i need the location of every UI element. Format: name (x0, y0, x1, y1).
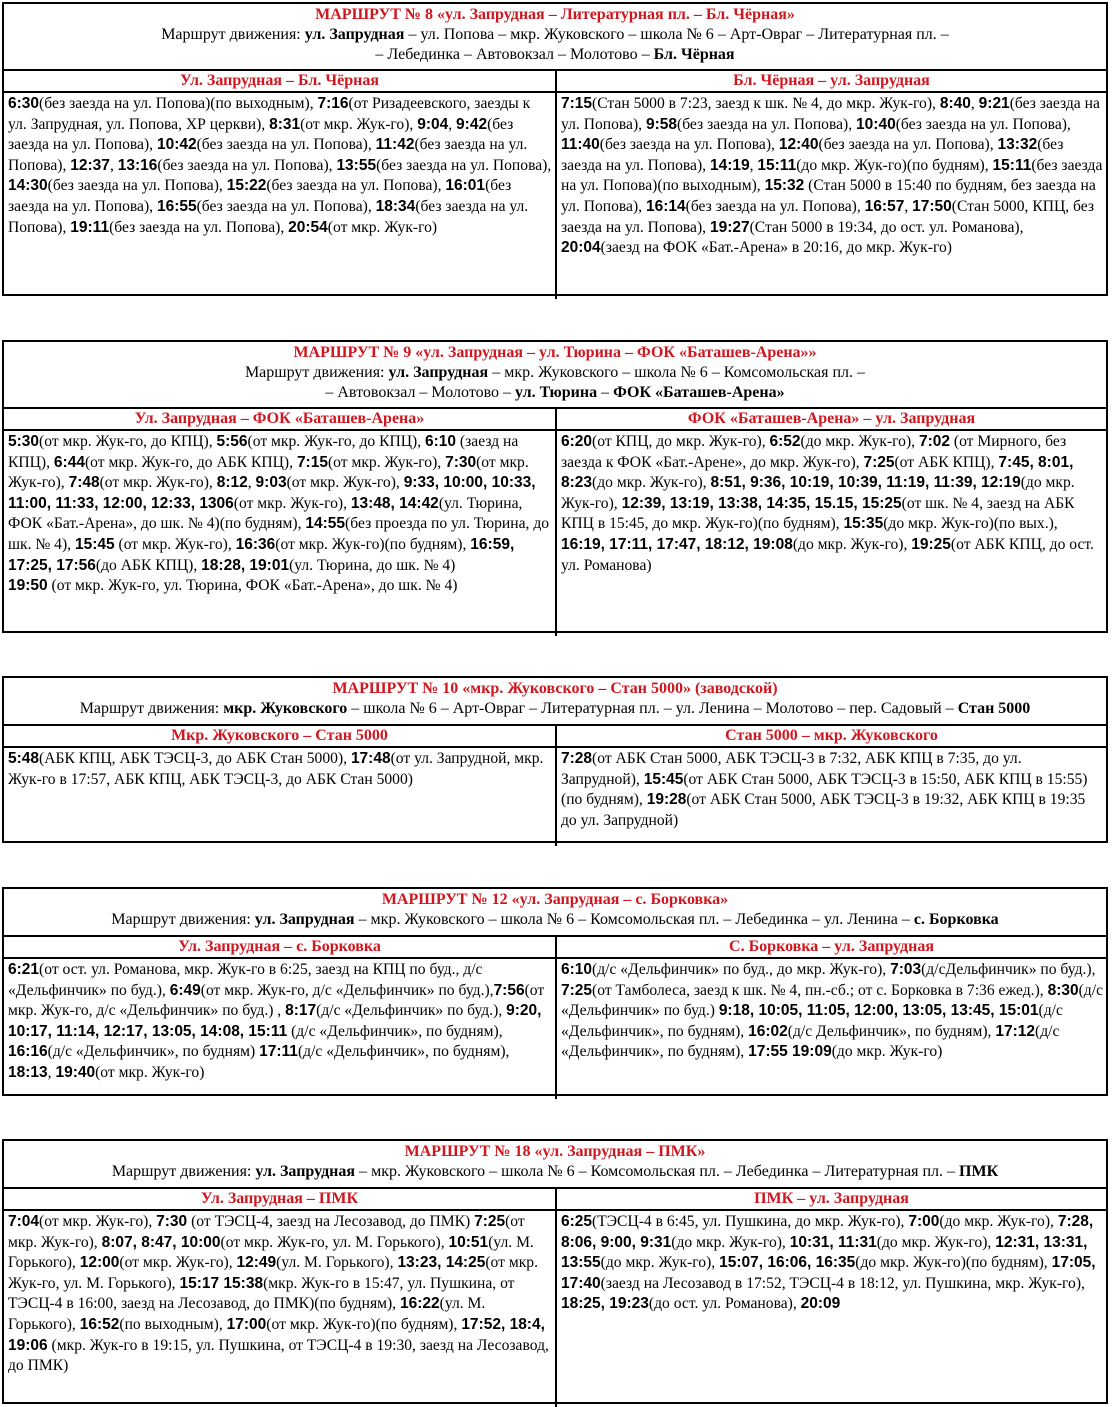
departure-note: (от мкр. Жук-го), (119, 1254, 237, 1272)
departure-time: 5:56 (216, 433, 248, 450)
departure-time: 16:01 (445, 177, 486, 195)
departure-note: (до мкр. Жук-го), (939, 1213, 1058, 1230)
departure-note: (заезд на Лесозавод в 17:52, ТЭСЦ-4 в 18:12, ул. Пушкина, мкр. Жук-го), (600, 1274, 1085, 1292)
departure-note: (от АБК Стан 5000, АБК ТЭСЦ-3 в 7:32, АБК КПЦ в 7:35, до ул. Запрудной), (561, 750, 1022, 788)
departure-note: (без заезда на ул. Попова), (677, 115, 857, 133)
departure-time: 13:48, 14:42 (350, 494, 439, 512)
departure-note: (от Ризадеевского, заезды к ул. Запрудная, ул. Попова, ХР церкви), (8, 95, 531, 133)
departure-time: 9:18, 10:05, 11:05, 12:00, 13:05, 13:45, 15:01 (718, 1002, 1039, 1020)
route-stop-key: мкр. Жуковского (223, 700, 348, 717)
route-stop-key: ул. Тюрина (515, 384, 598, 401)
departure-time: 12:31, 13:31, 13:55 (561, 1233, 1088, 1272)
direction-title: Ул. Запрудная – с. Борковка (4, 937, 555, 959)
departure-time: 7:03 (890, 961, 922, 978)
departure-time: 16:57 (864, 197, 905, 215)
direction-column (4, 726, 555, 846)
departure-note: (заезд на КПЦ), (8, 433, 519, 471)
departure-note: , (109, 156, 118, 174)
departure-note: (от Тамболеса, заезд к шк. № 4, пн.-сб.; от с. Борковка в 7:36 ежед.), (592, 981, 1048, 999)
departure-time: 6:49 (169, 981, 201, 999)
departure-time: 16:52 (79, 1315, 120, 1333)
departure-time: 19:28 (646, 791, 687, 809)
departure-time: 8:07, 8:47, 10:00 (101, 1233, 221, 1251)
departure-note: (от мкр. Жук-го)(по будням), (266, 1315, 462, 1333)
departure-time: 11:42 (375, 136, 415, 154)
departure-note: (от АБК Стан 5000, АБК ТЭСЦ-3 в 15:50, АБК КПЦ в 15:55) (по будням), (561, 770, 1088, 809)
route-title: МАРШРУТ № 10 «мкр. Жуковского – Стан 5000» (заводской) (332, 680, 778, 697)
departure-note: (от мкр. Жук-го) (95, 1063, 205, 1081)
route-path (8, 25, 1102, 65)
departure-time: 10:40 (856, 115, 896, 133)
route-title: МАРШРУТ № 9 «ул. Запрудная – ул. Тюрина – ФОК «Баташев-Арена»» (293, 344, 817, 361)
departure-time: 8:51, 9:36, 10:19, 10:39, 11:19, 11:39, 12:19 (710, 474, 1021, 492)
departure-note: (до мкр. Жук-го), (592, 474, 711, 492)
departure-note: (от мкр. Жук-го), (327, 453, 446, 471)
departure-time: 17:48 (350, 750, 391, 767)
departure-note: (до мкр. Жук-го)(по вых.), (883, 515, 1058, 533)
departure-time: 8:17 (285, 1002, 317, 1020)
departure-note: (до мкр. Жук-го)(по будням), (796, 156, 993, 174)
departure-time: 7:25 (863, 453, 895, 471)
departure-note: (ул. Тюрина, до шк. № 4) (289, 556, 456, 574)
route-title: МАРШРУТ № 18 «ул. Запрудная – ПМК» (404, 1143, 706, 1160)
departure-time: 15:22 (226, 177, 267, 195)
departure-note: (Стан 5000 в 15:40 по будням, без заезда на ул. Попова), (561, 177, 1096, 215)
departure-note: (от мкр. Жук-го), (114, 535, 236, 553)
departure-note: (без заезда на ул. Попова), (266, 177, 446, 195)
direction-column (555, 937, 1106, 1099)
departure-note: (от мкр. Жук-го, до КПЦ), (247, 433, 425, 450)
departure-note: (от ул. Запрудной, мкр. Жук-го в 17:57, АБК КПЦ, АБК ТЭСЦ-3, до АБК Стан 5000) (8, 750, 544, 788)
departure-note: (от АБК КПЦ), (894, 453, 999, 471)
departure-time: 17:00 (226, 1315, 267, 1333)
departure-time: 19:27 (709, 218, 750, 236)
route-stop-key: Стан 5000 (957, 700, 1031, 717)
route-stop-key: Бл. Чёрная (653, 46, 735, 63)
departure-time: 17:12 (995, 1022, 1035, 1040)
direction-title: Ул. Запрудная – ПМК (4, 1189, 555, 1211)
route-path-stops (255, 911, 999, 928)
departure-note: (без заезда на ул. Попова), (8, 115, 514, 154)
route-header (4, 342, 1106, 409)
departure-time: 6:20 (561, 433, 593, 450)
departure-time: 6:30 (8, 95, 40, 112)
departure-time: 7:45, 8:01, 8:23 (561, 453, 1074, 492)
departure-time: 6:10 (561, 961, 593, 978)
departure-time: 16:14 (645, 197, 686, 215)
departure-time: 15:35 (843, 515, 884, 533)
departure-times (4, 93, 555, 240)
departure-time: 10:51 (448, 1233, 489, 1251)
departure-note: (ул. М. Горького), (276, 1254, 398, 1272)
route-path-stops (223, 700, 1030, 717)
departure-note: (без заезда на ул. Попова), (196, 136, 376, 154)
departure-time: 7:30 (445, 453, 477, 471)
direction-title: Бл. Чёрная – ул. Запрудная (557, 71, 1106, 93)
route-stop-text: – Автовокзал – Молотово – (325, 384, 516, 401)
departure-time: 15:45 (643, 770, 684, 788)
departure-time: 9:21 (978, 95, 1010, 112)
route-path (8, 699, 1102, 719)
route-stop-key: с. Борковка (913, 911, 999, 928)
departure-note: (без заезда на ул. Попова), (8, 177, 512, 215)
departure-note: , (448, 115, 457, 133)
departure-time: 9:20, 10:17, 11:14, 12:17, 13:05, 14:08, 15:11 (8, 1002, 542, 1040)
departure-time: 9:04 (417, 115, 449, 133)
departure-time: 6:25 (561, 1213, 593, 1230)
route-columns (4, 1189, 1106, 1407)
departure-note: (от мкр. Жук-го), (286, 474, 404, 492)
departure-note: (от мкр. Жук-го), (99, 474, 217, 492)
route-path-label: Маршрут движения: (244, 364, 389, 381)
departure-time: 19:11 (70, 218, 110, 236)
departure-time: 12:00 (79, 1254, 120, 1272)
departure-note: (от КПЦ, до мкр. Жук-го), (592, 433, 770, 450)
departure-time: 15:07, 16:06, 16:35 (719, 1254, 856, 1272)
departure-note: , (247, 474, 256, 492)
departure-note: (до мкр. Жук-го), (792, 535, 912, 553)
departure-time: 9:42 (456, 115, 488, 133)
route-path-label: Маршрут движения: (111, 911, 255, 928)
departure-time: 7:25 (561, 981, 593, 999)
departure-time: 7:15 (561, 95, 593, 112)
departure-time: 19:25 (911, 535, 951, 553)
departure-time: 11:40 (561, 136, 600, 154)
departure-note: (Стан 5000 в 7:23, заезд к шк. № 4, до мкр. Жук-го), (592, 95, 940, 112)
departure-note: (д/с «Дельфинчик», по будням), (287, 1022, 503, 1040)
departure-time: 7:56 (493, 981, 525, 999)
departure-time: 18:25, 19:23 (561, 1295, 649, 1313)
departure-note: (до мкр. Жук-го), (561, 474, 1075, 512)
departure-note: , (47, 1063, 56, 1081)
departure-note: (от мкр. Жук-го), (300, 115, 418, 133)
departure-time: 17:52, 18:4, 19:06 (8, 1315, 545, 1354)
departure-note: , (970, 95, 979, 112)
route-path-label: Маршрут движения: (111, 1163, 256, 1180)
departure-note: (без заезда на ул. Попова), (599, 136, 779, 154)
departure-note: (от мкр. Жук-го), (8, 453, 529, 492)
route-path-stops (325, 364, 865, 401)
departure-note: (заезд на ФОК «Бат.-Арена» в 20:16, до мкр. Жук-го) (600, 239, 952, 257)
route-card (2, 340, 1108, 633)
departure-note: (от мкр. Жук-го), (8, 1213, 525, 1251)
departure-times (557, 431, 1106, 578)
departure-time: 12:40 (778, 136, 819, 154)
departure-time: 13:32 (997, 136, 1038, 154)
departure-time: 7:02 (918, 433, 950, 450)
direction-column (4, 409, 555, 636)
departure-time: 8:40 (939, 95, 971, 112)
departure-times (4, 1211, 555, 1379)
departure-note: (от мкр. Жук-го, ул. М. Горького), (8, 1254, 538, 1292)
route-header (4, 889, 1106, 937)
departure-note: (до мкр. Жук-го), (800, 433, 919, 450)
departure-time: 7:48 (68, 474, 100, 492)
departure-note: (до АБК КПЦ), (95, 556, 202, 574)
departure-time: 16:55 (156, 197, 197, 215)
departure-note: (от мкр. Жук-го), (233, 494, 351, 512)
departure-time: 20:09 (800, 1295, 841, 1313)
departure-time: 13:23, 14:25 (397, 1254, 486, 1272)
departure-note: (от мкр. Жук-го, ул. Тюрина, ФОК «Бат.-Арена», до шк. № 4) (47, 577, 458, 595)
departure-time: 17:05, 17:40 (561, 1254, 1096, 1292)
direction-column (4, 71, 555, 299)
route-stop-text: – (597, 384, 614, 401)
route-columns (4, 726, 1106, 846)
departure-note: , (904, 197, 913, 215)
departure-note: (от мкр. Жук-го, д/с «Дельфинчик» по буд.), (200, 981, 494, 999)
route-header (4, 4, 1106, 71)
route-columns (4, 409, 1106, 636)
departure-note: (без заезда на ул. Попова)(по выходным), (561, 156, 1103, 195)
departure-time: 14:55 (305, 515, 346, 533)
route-path (8, 363, 1102, 403)
departure-note: (ул. М. Горького), (8, 1233, 534, 1272)
departure-time: 15:11 (757, 156, 797, 174)
departure-time: 16:22 (399, 1295, 440, 1313)
departure-time: 15:17 15:38 (179, 1274, 264, 1292)
departure-time: 15:45 (74, 535, 115, 553)
departure-times (557, 748, 1106, 833)
route-stop-key: ул. Запрудная (254, 911, 355, 928)
departure-time: 12:37 (70, 156, 110, 174)
departure-time: 13:55 (336, 156, 377, 174)
departure-note: (до ост. ул. Романова), (648, 1295, 801, 1313)
departure-time: 12:39, 13:19, 13:38, 14:35, 15.15, 15:25 (621, 494, 902, 512)
departure-note: (без заезда на ул. Попова), (109, 218, 289, 236)
direction-title: ПМК – ул. Запрудная (557, 1189, 1106, 1211)
departure-note: (от АБК Стан 5000, АБК ТЭСЦ-3 в 19:32, АБК КПЦ в 19:35 до ул. Запрудной) (561, 791, 1086, 829)
direction-column (4, 1189, 555, 1407)
departure-time: 7:15 (296, 453, 328, 471)
departure-time: 17:55 19:09 (748, 1043, 832, 1061)
departure-note: (от мкр. Жук-го)(по будням), (275, 535, 471, 553)
departure-time: 20:54 (288, 218, 328, 236)
route-stop-key: ул. Запрудная (255, 1163, 356, 1180)
direction-column (555, 71, 1106, 299)
departure-time: 7:00 (908, 1213, 940, 1230)
route-path-label: Маршрут движения: (79, 700, 224, 717)
departure-note: (без заезда на ул. Попова), (157, 156, 337, 174)
departure-time: 16:16 (8, 1043, 48, 1061)
departure-note: (до мкр. Жук-го), (876, 1233, 996, 1251)
departure-note: (от шк. № 4, заезд на АБК КПЦ в 15:45, до мкр. Жук-го)(по будням), (561, 494, 1075, 533)
direction-column (555, 726, 1106, 846)
departure-time: 7:16 (317, 95, 349, 112)
departure-note: , (749, 156, 758, 174)
departure-time: 7:30 (156, 1213, 188, 1230)
route-path-label: Маршрут движения: (161, 26, 305, 43)
departure-time: 5:30 (8, 433, 40, 450)
direction-title: Ул. Запрудная – Бл. Чёрная (4, 71, 555, 93)
route-stop-text: – мкр. Жуковского – школа № 6 – Комсомольская пл. – Лебединка – Литературная пл. – (355, 1163, 960, 1180)
departure-note: (без проезда по ул. Тюрина, до шк. № 4), (8, 515, 550, 553)
route-header (4, 1141, 1106, 1189)
departure-note: (от АБК КПЦ, до ост. ул. Романова) (561, 535, 1094, 574)
departure-note: (без заезда на ул. Попова), (685, 197, 865, 215)
departure-time: 7:25 (474, 1213, 506, 1230)
departure-note: (без заезда на ул. Попова), (561, 136, 1064, 174)
departure-time: 16:36 (235, 535, 276, 553)
departure-note: (д/с «Дельфинчик», по будням) (47, 1043, 260, 1061)
departure-note: (до мкр. Жук-го)(по будням), (855, 1254, 1052, 1272)
departure-time: 14:19 (709, 156, 750, 174)
route-stop-key: ул. Запрудная (388, 364, 489, 381)
direction-title: ФОК «Баташев-Арена» – ул. Запрудная (557, 409, 1106, 431)
route-columns (4, 71, 1106, 299)
departure-time: 19:40 (55, 1063, 96, 1081)
departure-time: 6:10 (425, 433, 457, 450)
departure-note: (ул. М. Горького), (8, 1295, 486, 1333)
departure-note: (от мкр. Жук-го, ул. М. Горького), (220, 1233, 449, 1251)
departure-time: 5:48 (8, 750, 40, 767)
departure-time: 15:32 (764, 177, 805, 195)
route-path (8, 910, 1102, 930)
departure-time: 12:49 (236, 1254, 277, 1272)
direction-title: Стан 5000 – мкр. Жуковского (557, 726, 1106, 748)
departure-time: 9:33, 10:00, 10:33, 11:00, 11:33, 12:00, 12:33, 1306 (8, 474, 536, 512)
route-stop-key: ул. Запрудная (304, 26, 405, 43)
departure-time: 19:50 (8, 577, 48, 595)
departure-time: 18:28, 19:01 (201, 556, 290, 574)
departure-note: (без заезда на ул. Попова), (8, 136, 528, 174)
departure-note: (без заезда на ул. Попова), (196, 197, 376, 215)
route-header (4, 678, 1106, 726)
departure-note: (от мкр. Жук-го), (39, 1213, 157, 1230)
departure-note: (без заезда на ул. Попова)(по выходным), (39, 95, 318, 112)
departure-note: (без заезда на ул. Попова), (561, 95, 1100, 133)
departure-time: 8:12 (216, 474, 248, 492)
departure-note: (д/с «Дельфинчик», по будням), (561, 1022, 1060, 1061)
route-path-stops (305, 26, 949, 63)
route-title: МАРШРУТ № 12 «ул. Запрудная – с. Борковка» (381, 891, 729, 908)
departure-time: 15:11 (992, 156, 1032, 174)
departure-time: 18:13 (8, 1063, 48, 1081)
departure-time: 17:11 (259, 1043, 298, 1061)
departure-time: 6:44 (53, 453, 85, 471)
departure-time: 6:21 (8, 961, 40, 978)
departure-time: 18:34 (375, 197, 416, 215)
route-stop-text: – ул. Попова – мкр. Жуковского – школа № 6 – Арт-Овраг – Литературная пл. – (404, 26, 949, 43)
route-path-stops (255, 1163, 998, 1180)
route-stop-text: – Лебединка – Автовокзал – Молотово – (375, 46, 654, 63)
departure-note: (без заезда на ул. Попова), (895, 115, 1071, 133)
departure-time: 10:42 (156, 136, 197, 154)
departure-time: 16:02 (748, 1022, 788, 1040)
departure-time: 10:31, 11:31 (789, 1233, 877, 1251)
route-stop-key: ПМК (959, 1163, 999, 1180)
departure-time: 17:50 (912, 197, 952, 215)
departure-times (557, 959, 1106, 1065)
departure-note: (от мкр. Жук-го, д/с «Дельфинчик» по буд.) , (8, 981, 545, 1020)
route-stop-text: – мкр. Жуковского – школа № 6 – Комсомольская пл. – Лебединка – ул. Ленина – (354, 911, 914, 928)
departure-note: (до мкр. Жук-го), (600, 1254, 720, 1272)
departure-note: (от мкр. Жук-го, до КПЦ), (39, 433, 217, 450)
departure-time: 7:28, 8:06, 9:00, 9:31 (561, 1213, 1094, 1251)
route-path (8, 1162, 1102, 1182)
route-stop-text: – школа № 6 – Арт-Овраг – Литературная пл. – ул. Ленина – Молотово – пер. Садовый – (347, 700, 958, 717)
departure-times (4, 431, 555, 599)
departure-time: 7:28 (561, 750, 593, 767)
departure-note: (от Мирного, без заезда к ФОК «Бат.-Арене», до мкр. Жук-го), (561, 433, 1067, 471)
departure-note: (д/с Дельфинчик», по будням), (787, 1022, 996, 1040)
direction-title: Ул. Запрудная – ФОК «Баташев-Арена» (4, 409, 555, 431)
direction-column (555, 409, 1106, 636)
departure-time: 8:30 (1047, 981, 1079, 999)
departure-note: (д/с «Дельфинчик», по будням), (297, 1043, 510, 1061)
departure-times (4, 959, 555, 1086)
route-card (2, 2, 1108, 296)
departure-note: (д/сДельфинчик» по буд.), (921, 961, 1096, 978)
departure-time: 16:19, 17:11, 17:47, 18:12, 19:08 (561, 535, 793, 553)
departure-note: (Стан 5000 в 19:34, до ост. ул. Романова), (749, 218, 1024, 236)
departure-note: (по выходным), (119, 1315, 227, 1333)
direction-column (555, 1189, 1106, 1407)
direction-title: С. Борковка – ул. Запрудная (557, 937, 1106, 959)
departure-note: (мкр. Жук-го в 15:47, ул. Пушкина, от ТЭСЦ-4 в 16:00, заезд на Лесозавод, до ПМК)(по будням), (8, 1274, 515, 1313)
departure-note: (до мкр. Жук-го) (831, 1043, 943, 1061)
departure-times (4, 748, 555, 792)
departure-time: 9:58 (645, 115, 677, 133)
departure-note: (д/с «Дельфинчик» по буд.) (561, 981, 1103, 1020)
route-columns (4, 937, 1106, 1099)
departure-note: (от мкр. Жук-го, до АБК КПЦ), (84, 453, 297, 471)
departure-note: (без заезда на ул. Попова), (47, 177, 227, 195)
direction-column (4, 937, 555, 1099)
departure-note: (от ТЭСЦ-4, заезд на Лесозавод, до ПМК) (187, 1213, 475, 1230)
departure-note: (ТЭСЦ-4 в 6:45, ул. Пушкина, до мкр. Жук-го), (592, 1213, 909, 1230)
departure-note: (д/с «Дельфинчик» по буд.), (316, 1002, 507, 1020)
departure-note: (от мкр. Жук-го) (327, 218, 438, 236)
departure-times (557, 1211, 1106, 1317)
route-title: МАРШРУТ № 8 «ул. Запрудная – Литературная пл. – Бл. Чёрная» (315, 6, 795, 23)
departure-note: (без заезда на ул. Попова), (376, 156, 552, 174)
route-stop-key: ФОК «Баташев-Арена» (613, 384, 785, 401)
departure-time: 9:03 (255, 474, 287, 492)
departure-time: 6:52 (769, 433, 801, 450)
departure-note: (ул. Тюрина, ФОК «Бат.-Арена», до шк. № 4)(по будням), (8, 494, 523, 533)
route-card (2, 1139, 1108, 1404)
departure-note: (до мкр. Жук-го), (671, 1233, 790, 1251)
departure-time: 20:04 (561, 239, 601, 257)
departure-note: (д/с «Дельфинчик», по будням), (561, 1002, 1063, 1040)
departure-note: (АБК КПЦ, АБК ТЭСЦ-3, до АБК Стан 5000), (39, 750, 351, 767)
departure-note: (без заезда на ул. Попова), (818, 136, 998, 154)
departure-note: (мкр. Жук-го в 19:15, ул. Пушкина, от ТЭСЦ-4 в 19:30, заезд на Лесозавод, до ПМК) (8, 1336, 549, 1375)
departure-time: 13:16 (117, 156, 158, 174)
route-card (2, 887, 1108, 1096)
departure-note: (Стан 5000, КПЦ, без заезда на ул. Попова), (561, 197, 1095, 236)
departure-times (557, 93, 1106, 261)
departure-note: (от ост. ул. Романова, мкр. Жук-го в 6:25, заезд на КПЦ по буд., д/с «Дельфинчик» по буд.), (8, 961, 483, 999)
route-stop-text: – мкр. Жуковского – школа № 6 – Комсомольская пл. – (488, 364, 866, 381)
departure-time: 16:59, 17:25, 17:56 (8, 535, 515, 574)
departure-time: 14:30 (8, 177, 48, 195)
departure-time: 8:31 (269, 115, 301, 133)
departure-note: (без заезда на ул. Попова), (8, 197, 529, 236)
departure-time: 7:04 (8, 1213, 40, 1230)
route-card (2, 676, 1108, 843)
direction-title: Мкр. Жуковского – Стан 5000 (4, 726, 555, 748)
departure-note: (д/с «Дельфинчик» по буд., до мкр. Жук-го), (592, 961, 891, 978)
